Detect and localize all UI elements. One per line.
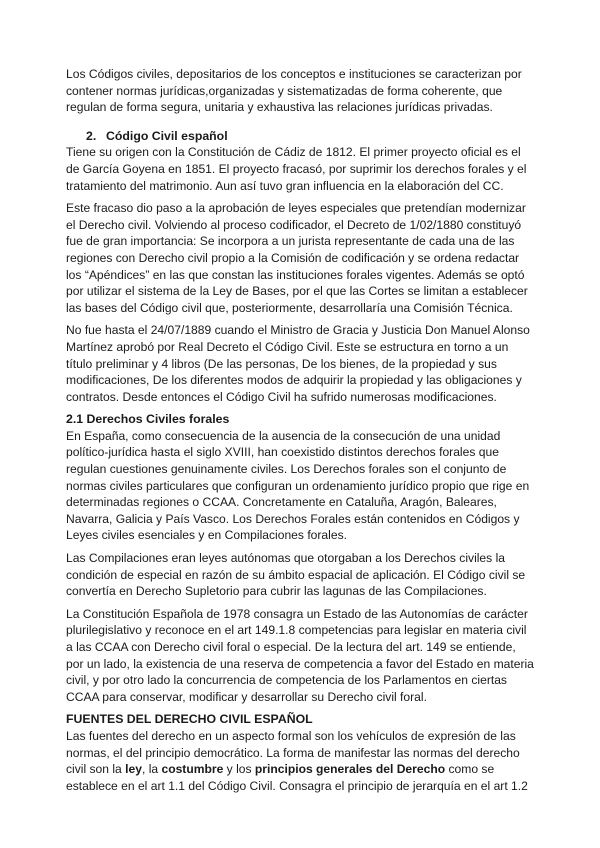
section-2-paragraph-2: Este fracaso dio paso a la aprobación de leyes especiales que pretendían modernizar el Derecho civil. Volviendo al proceso codificador, el Decreto de 1/02/1880 constituyó fue de gran importancia: Se incorpora a un jurista representante de cada una de las regiones con Derecho civil propio a la Comisión de codificación y se ordena redactar los “Apéndices” en las que constan las instituciones forales vigentes. Además se optó por utilizar el sistema de la Ley de Bases, por el que las Cortes se limitan a establecer las bases del Código civil que, posteriormente, desarrollaría una Comisión Técnica. [66, 201, 528, 315]
term-principios: principios generales del Derecho [254, 762, 446, 777]
section-2-1-heading: 2.1 Derechos Civiles forales [66, 412, 230, 427]
intro-paragraph: Los Códigos civiles, depositarios de los conceptos e instituciones se caracterizan por contener normas jurídicas,organizadas y sistematizadas de forma coherente, que regulan de forma segura, unitaria y exhaustiva las relaciones jurídicas privadas. [66, 67, 522, 115]
fuentes-text-c: y los [223, 762, 255, 777]
fuentes-text-a: Las fuentes del derecho en un aspecto formal son los vehículos de expresión de las normas, el del principio democrático. La forma de manifestar las normas del derecho civil son la [66, 728, 520, 777]
fuentes-text-d: como se establece en el art 1.1 del Código Civil. Consagra el principio de jerarquía en el art 1.2 [66, 762, 528, 793]
section-2-number: 2. [86, 128, 97, 143]
section-2-1-paragraph-1: En España, como consecuencia de la ausencia de la consecución de una unidad político-jurídica hasta el siglo XVIII, han coexistido distintos derechos forales que regulan cuestiones genuinamente civiles. Los Derechos forales son el conjunto de normas civiles particulares que configuran un ordenamiento jurídico propio que rige en determinadas regiones o CCAA. Concretamente en Cataluña, Aragón, Baleares, Navarra, Galicia y País Vasco. Los Derechos Forales están contenidos en Códigos y Leyes civiles esenciales y en Compilaciones forales. [66, 428, 530, 543]
term-costumbre: costumbre [161, 762, 224, 777]
section-2-paragraph-3: No fue hasta el 24/07/1889 cuando el Ministro de Gracia y Justicia Don Manuel Alonso Martínez aprobó por Real Decreto el Código Civil. Este se estructura en torno a un título preliminar y 4 libros (De las personas, De los bienes, de la propiedad y sus modificaciones, De los diferentes modos de adquirir la propiedad y las obligaciones y contratos. Desde entonces el Código Civil ha sufrido numerosas modificaciones. [66, 323, 530, 404]
section-2-heading [66, 128, 536, 145]
section-2-1-paragraph-2: Las Compilaciones eran leyes autónomas que otorgaban a los Derechos civiles la condición de especial en razón de su ámbito espacial de aplicación. El Código civil se convertía en Derecho Supletorio para cubrir las lagunas de las Compilaciones. [66, 551, 526, 599]
term-ley: ley [125, 762, 142, 777]
document-page [66, 66, 536, 794]
section-2-title: Código Civil español [106, 128, 228, 143]
fuentes-paragraph-1 [66, 728, 536, 794]
fuentes-text-b: , la [141, 762, 162, 777]
fuentes-heading: FUENTES DEL DERECHO CIVIL ESPAÑOL [66, 712, 313, 727]
section-2-1-paragraph-3: La Constitución Española de 1978 consagra un Estado de las Autonomías de carácter plurilegislativo y reconoce en el art 149.1.8 competencias para legislar en materia civil a las CCAA con Derecho civil foral o especial. De la lectura del art. 149 se entiende, por un lado, la existencia de una reserva de competencia a favor del Estado en materia civil, y por otro lado la concurrencia de competencia de los Parlamentos en ciertas CCAA para conservar, modificar y desarrollar su Derecho civil foral. [66, 606, 534, 704]
section-2-paragraph-1: Tiene su origen con la Constitución de Cádiz de 1812. El primer proyecto oficial es el de García Goyena en 1851. El proyecto fracasó, por suprimir los derechos forales y el tratamiento del matrimonio. Aun así tuvo gran influencia en la elaboración del CC. [66, 145, 527, 193]
